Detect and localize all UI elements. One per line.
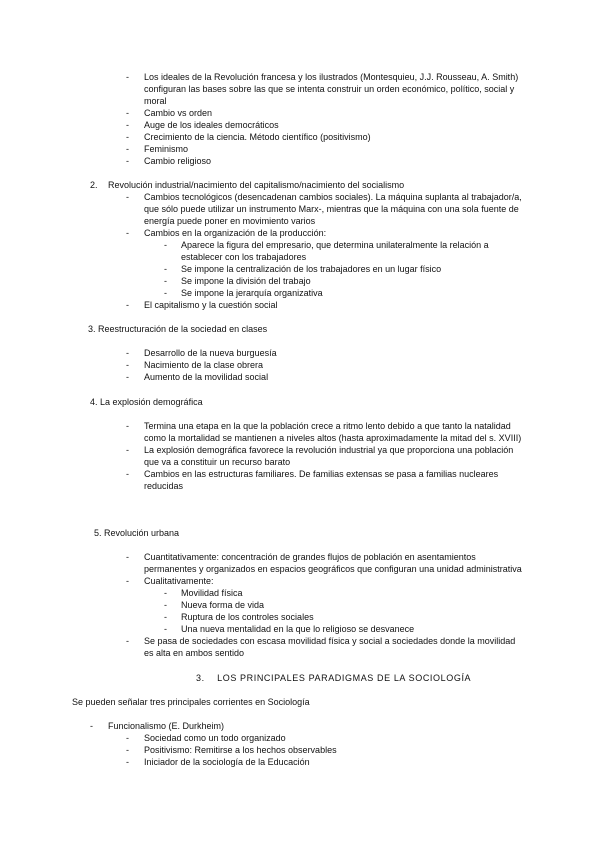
- bullet-dash: -: [126, 757, 129, 767]
- bullet-dash: -: [164, 264, 167, 274]
- sub-list-item-text: Positivismo: Remitirse a los hechos observables: [144, 745, 337, 755]
- bullet-dash: -: [126, 372, 129, 382]
- list-item-text: Funcionalismo (E. Durkheim): [108, 721, 225, 731]
- list-item-text: Termina una etapa en la que la población crece a ritmo lento debido a que tanto la natalidad: [144, 421, 511, 431]
- list-item-text: Cuantitativamente: concentración de grandes flujos de población en asentamientos: [144, 552, 476, 562]
- list-item-text: Cambios en las estructuras familiares. De familias extensas se pasa a familias nucleares: [144, 469, 499, 479]
- bullet-dash: -: [164, 240, 167, 250]
- sub-list-item-text: Se impone la centralización de los trabajadores en un lugar físico: [181, 264, 442, 274]
- intro-paragraph: Se pueden señalar tres principales corrientes en Sociología: [72, 697, 310, 707]
- bullet-dash: -: [126, 445, 129, 455]
- bullet-dash: -: [126, 72, 129, 82]
- bullet-dash: -: [164, 624, 167, 634]
- section-heading: 5. Revolución urbana: [94, 528, 180, 538]
- list-item-text: Feminismo: [144, 144, 189, 154]
- bullet-dash: -: [126, 300, 129, 310]
- bullet-dash: -: [126, 576, 129, 586]
- list-item-text: energía puede poner en movimiento varios: [144, 216, 316, 226]
- bullet-dash: -: [126, 144, 129, 154]
- sub-list-item-text: Una nueva mentalidad en la que lo religioso se desvanece: [181, 624, 415, 634]
- bullet-dash: -: [164, 288, 167, 298]
- bullet-dash: -: [90, 721, 93, 731]
- sub-list-item-text: Nueva forma de vida: [181, 600, 265, 610]
- bullet-dash: -: [126, 156, 129, 166]
- bullet-dash: -: [126, 228, 129, 238]
- list-item-text: Cualitativamente:: [144, 576, 214, 586]
- bullet-dash: -: [164, 600, 167, 610]
- list-item-text: permanentes y organizados en espacios geográficos que configuran una unidad administrativa: [144, 564, 522, 574]
- section-heading: 4. La explosión demográfica: [90, 397, 203, 407]
- bullet-dash: -: [126, 132, 129, 142]
- section-heading: Revolución industrial/nacimiento del capitalismo/nacimiento del socialismo: [108, 180, 405, 190]
- list-item-text: como la mortalidad se mantienen a niveles altos (hasta aproximadamente la mitad del s. XVIII): [144, 433, 522, 443]
- sub-list-item-text: Se impone la división del trabajo: [181, 276, 311, 286]
- sub-list-item-text: Movilidad física: [181, 588, 243, 598]
- list-item-text: Aumento de la movilidad social: [144, 372, 269, 382]
- list-item-text: Desarrollo de la nueva burguesía: [144, 348, 277, 358]
- bullet-dash: -: [126, 552, 129, 562]
- bullet-dash: -: [126, 636, 129, 646]
- list-item-text: Auge de los ideales democráticos: [144, 120, 279, 130]
- bullet-dash: -: [126, 733, 129, 743]
- bullet-dash: -: [126, 421, 129, 431]
- list-item-text: Se pasa de sociedades con escasa movilidad física y social a sociedades donde la movilidad: [144, 636, 516, 646]
- list-item-text: Cambio religioso: [144, 156, 212, 166]
- sub-list-item-text: Iniciador de la sociología de la Educación: [144, 757, 310, 767]
- bullet-dash: -: [126, 192, 129, 202]
- sub-list-item-text: Se impone la jerarquía organizativa: [181, 288, 323, 298]
- bullet-dash: -: [164, 588, 167, 598]
- sub-list-item-text: Ruptura de los controles sociales: [181, 612, 314, 622]
- bullet-dash: -: [126, 469, 129, 479]
- sub-list-item-text: Sociedad como un todo organizado: [144, 733, 286, 743]
- chapter-title: 3. LOS PRINCIPALES PARADIGMAS DE LA SOCIOLOGÍA: [196, 673, 472, 683]
- list-item-text: Crecimiento de la ciencia. Método científico (positivismo): [144, 132, 371, 142]
- list-item-text: Nacimiento de la clase obrera: [144, 360, 264, 370]
- list-item-text: reducidas: [144, 481, 184, 491]
- list-item-text: Cambios tecnológicos (desencadenan cambios sociales). La máquina suplanta al trabajador/a,: [144, 192, 522, 202]
- list-item-text: configuran las bases sobre las que se intenta construir un orden económico, político, social y: [144, 84, 515, 94]
- list-item-text: Cambios en la organización de la producción:: [144, 228, 327, 238]
- bullet-dash: -: [126, 108, 129, 118]
- section-number: 2.: [90, 180, 98, 190]
- bullet-dash: -: [126, 348, 129, 358]
- bullet-dash: -: [164, 276, 167, 286]
- list-item-text: La explosión demográfica favorece la revolución industrial ya que proporciona una población: [144, 445, 514, 455]
- bullet-dash: -: [126, 120, 129, 130]
- list-item-text: moral: [144, 96, 167, 106]
- list-item-text: que sólo puede utilizar un instrumento Marx-, mientras que la máquina con una sola fuente de: [144, 204, 519, 214]
- sub-list-item-text: establecer con los trabajadores: [181, 252, 307, 262]
- bullet-dash: -: [126, 360, 129, 370]
- bullet-dash: -: [164, 612, 167, 622]
- list-item-text: Cambio vs orden: [144, 108, 213, 118]
- bullet-dash: -: [126, 745, 129, 755]
- list-item-text: es alta en ambos sentido: [144, 648, 245, 658]
- list-item-text: que va a constituir un recurso barato: [144, 457, 291, 467]
- list-item-text: El capitalismo y la cuestión social: [144, 300, 278, 310]
- section-heading: 3. Reestructuración de la sociedad en clases: [88, 324, 268, 334]
- list-item-text: Los ideales de la Revolución francesa y los ilustrados (Montesquieu, J.J. Rousseau, A. Smith): [144, 72, 519, 82]
- sub-list-item-text: Aparece la figura del empresario, que determina unilateralmente la relación a: [181, 240, 489, 250]
